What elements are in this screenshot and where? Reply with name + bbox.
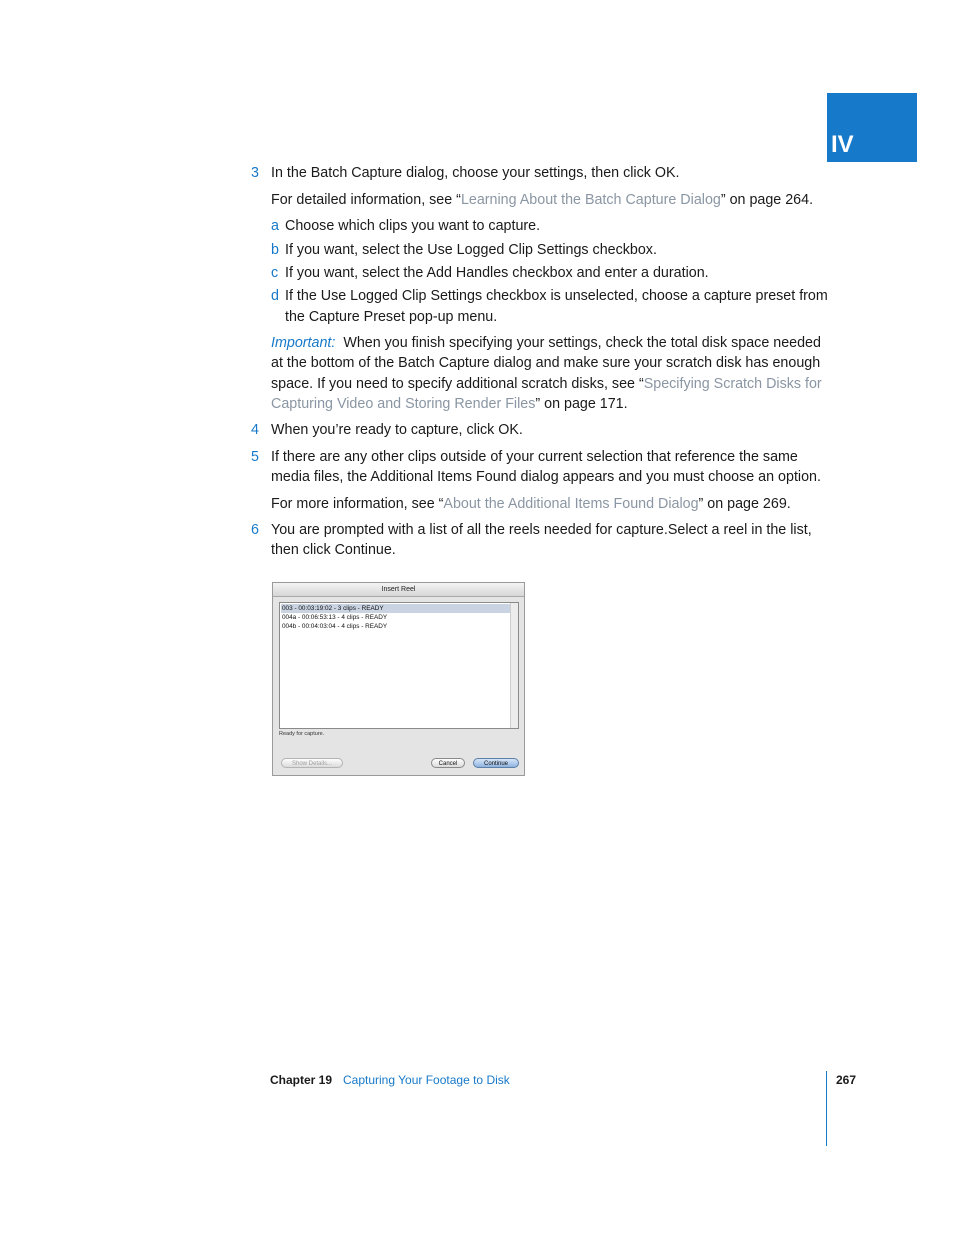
substep-letter: b <box>271 242 279 258</box>
substep-text: If the Use Logged Clip Settings checkbox is unselected, choose a capture preset from <box>285 288 828 304</box>
important-line <box>271 374 822 395</box>
cross-reference-link[interactable]: About the Additional Items Found Dialog <box>443 496 699 512</box>
reel-list-item[interactable]: 004a - 00:06:53:13 - 4 clips - READY <box>282 614 388 621</box>
insert-reel-dialog <box>272 582 525 776</box>
info-pre: For detailed information, see “ <box>271 192 461 208</box>
info-line <box>271 494 791 515</box>
step-text: then click Continue. <box>271 542 396 558</box>
dialog-title: Insert Reel <box>273 583 524 597</box>
important-line <box>271 394 628 415</box>
info-pre: For more information, see “ <box>271 496 444 512</box>
substep-text: the Capture Preset pop-up menu. <box>285 309 498 325</box>
step-text: If there are any other clips outside of your current selection that reference the same <box>271 449 798 465</box>
step-text: When you’re ready to capture, click OK. <box>271 422 523 438</box>
substep-text: If you want, select the Add Handles checkbox and enter a duration. <box>285 265 709 281</box>
substep-text: Choose which clips you want to capture. <box>285 218 541 234</box>
footer-chapter: Chapter 19 <box>270 1073 333 1087</box>
status-text: Ready for capture. <box>279 731 325 737</box>
step-number: 6 <box>251 522 259 538</box>
cross-reference-link[interactable]: Capturing Video and Storing Render Files <box>271 396 536 412</box>
step-number: 3 <box>251 165 259 181</box>
page-number: 267 <box>836 1073 857 1087</box>
footer-chapter-title[interactable]: Capturing Your Footage to Disk <box>343 1073 510 1087</box>
info-line <box>271 190 813 211</box>
important-text: space. If you need to specify additional scratch disks, see “ <box>271 376 644 392</box>
info-post: ” on page 264. <box>720 192 814 208</box>
reel-list[interactable] <box>279 602 519 729</box>
important-note <box>271 333 821 354</box>
important-label: Important: <box>271 335 336 351</box>
step-number: 5 <box>251 449 259 465</box>
show-details-button[interactable]: Show Details... <box>281 758 343 768</box>
part-tab <box>827 93 917 162</box>
important-text: ” on page 171. <box>535 396 628 412</box>
step-number: 4 <box>251 422 259 438</box>
substep-letter: a <box>271 218 279 234</box>
substep-text: If you want, select the Use Logged Clip Settings checkbox. <box>285 242 657 258</box>
continue-button[interactable]: Continue <box>473 758 519 768</box>
substep-letter: c <box>271 265 279 281</box>
step-text: In the Batch Capture dialog, choose your settings, then click OK. <box>271 165 680 181</box>
important-text: When you finish specifying your settings, check the total disk space needed <box>343 335 821 351</box>
substep-letter: d <box>271 288 279 304</box>
step-text: media files, the Additional Items Found dialog appears and you must choose an option. <box>271 469 821 485</box>
step-text: You are prompted with a list of all the reels needed for capture.Select a reel in the list, <box>271 522 812 538</box>
footer-divider <box>826 1071 827 1146</box>
reel-list-item[interactable]: 003 - 00:03:19:02 - 3 clips - READY <box>281 604 510 613</box>
cross-reference-link[interactable]: Specifying Scratch Disks for <box>643 376 822 392</box>
list-scrollbar[interactable] <box>510 603 518 728</box>
part-tab-label: IV <box>831 131 854 158</box>
cross-reference-link[interactable]: Learning About the Batch Capture Dialog <box>460 192 721 208</box>
important-text: at the bottom of the Batch Capture dialog and make sure your scratch disk has enough <box>271 355 821 371</box>
cancel-button[interactable]: Cancel <box>431 758 465 768</box>
reel-list-item[interactable]: 004b - 00:04:03:04 - 4 clips - READY <box>282 623 388 630</box>
info-post: ” on page 269. <box>698 496 791 512</box>
